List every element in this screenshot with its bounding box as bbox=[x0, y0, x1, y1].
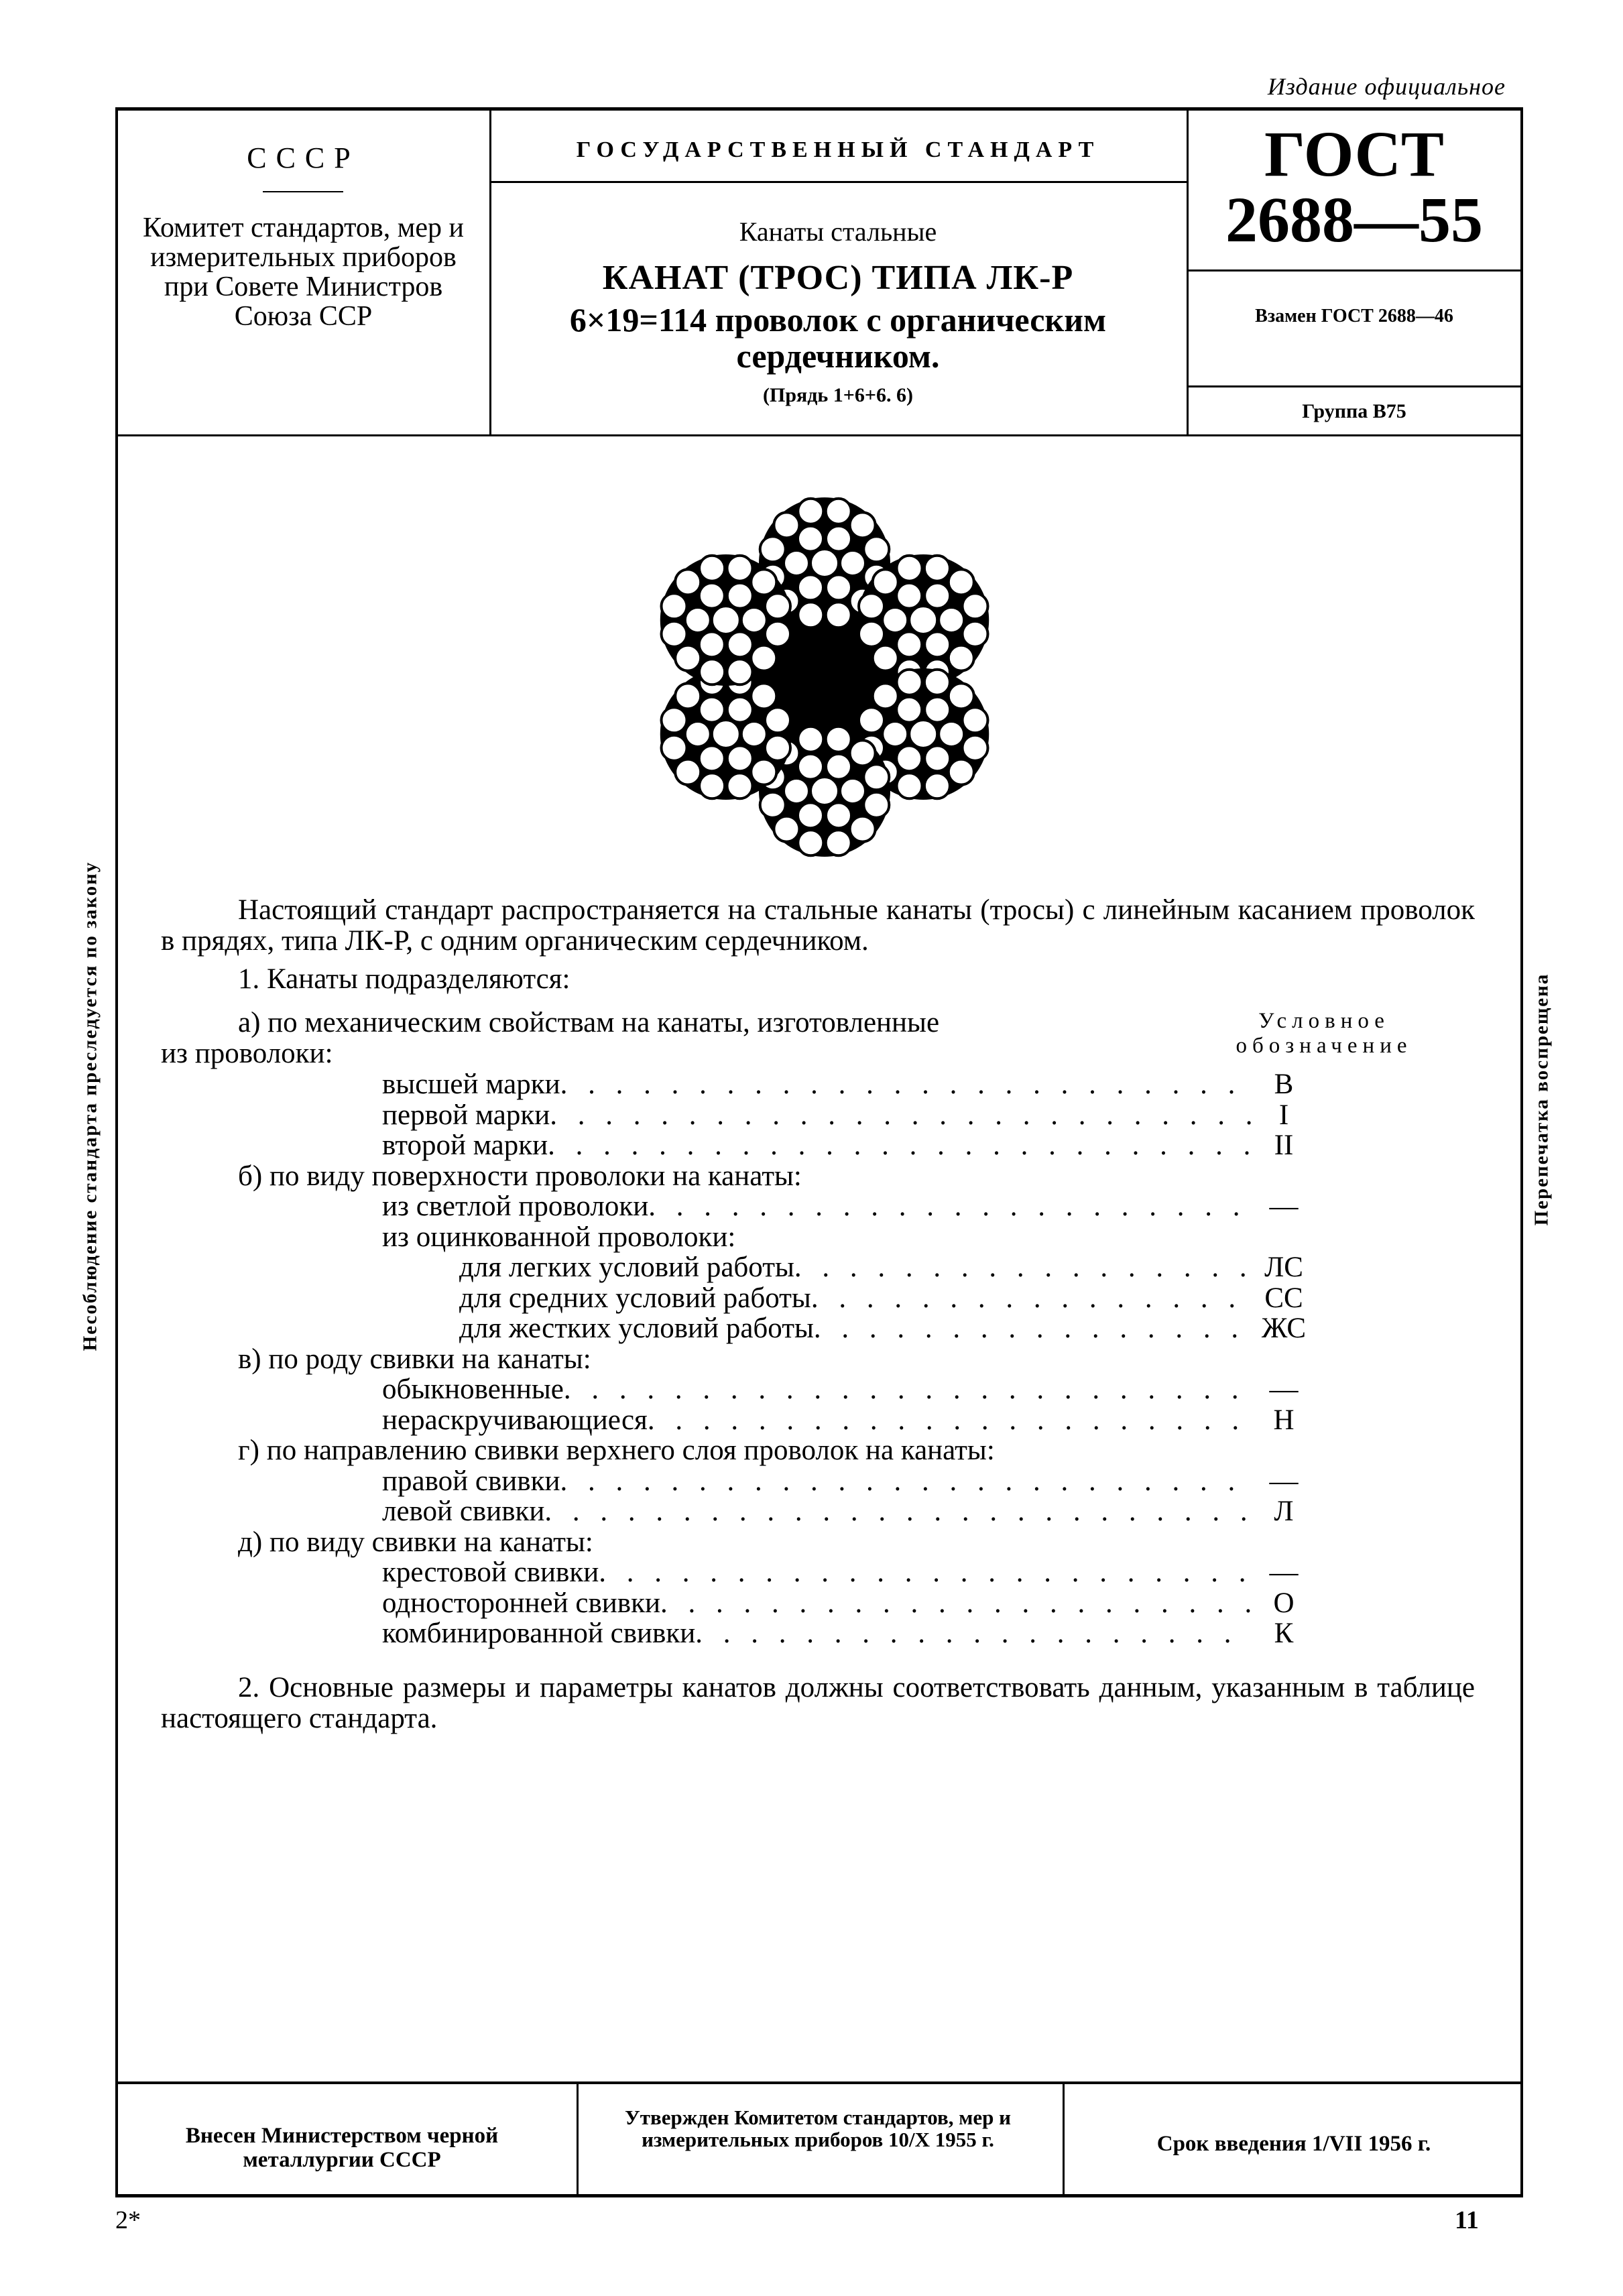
wire bbox=[863, 536, 889, 562]
wire bbox=[826, 499, 851, 524]
wire bbox=[859, 707, 884, 733]
footer-divider bbox=[115, 2081, 1523, 2084]
row-code: II bbox=[1274, 1130, 1294, 1161]
classification-row bbox=[459, 1283, 1314, 1314]
effective-date: Срок введения 1/VII 1956 г. bbox=[1156, 2132, 1431, 2156]
item-a-line: а) по механическим свойствам на канаты, изготовленные bbox=[238, 1007, 940, 1038]
wire bbox=[751, 683, 776, 709]
row-label: для легких условий работы bbox=[459, 1252, 794, 1283]
wire bbox=[924, 670, 950, 695]
section-2-paragraph: 2. Основные размеры и параметры канатов должны соответствовать данным, указанным в таблице настоящего стандарта. bbox=[161, 1672, 1475, 1734]
wire bbox=[897, 556, 922, 581]
dot-leader bbox=[550, 1100, 1254, 1131]
document-title: КАНАТ (ТРОС) ТИПА ЛК-Р bbox=[602, 259, 1074, 297]
row-code: В bbox=[1274, 1069, 1294, 1100]
bottom-rule bbox=[115, 2194, 1523, 2197]
row-code: I bbox=[1278, 1099, 1289, 1131]
rope-cross-section bbox=[650, 496, 999, 858]
dot-leader bbox=[811, 1283, 1254, 1314]
wire bbox=[765, 593, 790, 619]
wire bbox=[826, 575, 851, 600]
dot-leader bbox=[560, 1069, 1254, 1100]
wire bbox=[727, 583, 753, 609]
wire bbox=[727, 773, 753, 798]
dot-leader bbox=[599, 1557, 1254, 1588]
page-number: 11 bbox=[1455, 2206, 1479, 2234]
classification-row bbox=[382, 1496, 1314, 1527]
row-code: — bbox=[1269, 1465, 1299, 1497]
wire bbox=[949, 646, 974, 671]
classification-heading: г) по направлению свивки верхнего слоя проволок на канаты: bbox=[238, 1435, 995, 1466]
wire bbox=[798, 499, 823, 524]
wire bbox=[699, 697, 725, 723]
wire bbox=[774, 817, 799, 842]
wire bbox=[924, 583, 950, 609]
classification-row bbox=[382, 1069, 1314, 1100]
row-code: — bbox=[1269, 1191, 1299, 1222]
wire bbox=[798, 754, 823, 780]
row-label: крестовой свивки bbox=[382, 1557, 599, 1588]
wire bbox=[675, 646, 701, 671]
classification-row bbox=[382, 1405, 1314, 1436]
side-note-right: Перепечатка воспрещена bbox=[1530, 973, 1553, 1226]
dot-leader bbox=[648, 1191, 1254, 1222]
classification-row bbox=[382, 1557, 1314, 1588]
classification-row bbox=[382, 1130, 1314, 1161]
wire bbox=[798, 602, 823, 627]
wire bbox=[897, 670, 922, 695]
wire bbox=[751, 646, 776, 671]
wire bbox=[939, 721, 964, 747]
wire bbox=[826, 602, 851, 627]
wire bbox=[850, 740, 876, 766]
wire bbox=[863, 764, 889, 790]
wire bbox=[784, 778, 809, 804]
wire bbox=[727, 745, 753, 771]
wire bbox=[949, 760, 974, 785]
wire bbox=[751, 569, 776, 595]
wire bbox=[727, 631, 753, 657]
wire bbox=[699, 556, 725, 581]
wire bbox=[727, 556, 753, 581]
wire bbox=[727, 659, 753, 684]
edition-note: Издание официальное bbox=[1267, 73, 1506, 100]
classification-heading: б) по виду поверхности проволоки на канаты: bbox=[238, 1160, 802, 1192]
wire bbox=[897, 773, 922, 798]
replaces-note: Взамен ГОСТ 2688—46 bbox=[1255, 306, 1453, 326]
row-label: левой свивки bbox=[382, 1496, 545, 1527]
wire bbox=[741, 607, 767, 633]
wire bbox=[826, 526, 851, 552]
wire bbox=[699, 631, 725, 657]
wire bbox=[873, 569, 898, 595]
wire bbox=[675, 760, 701, 785]
approved-by: Утвержден Комитетом стандартов, мер и измерительных приборов 10/X 1955 г. bbox=[625, 2106, 1011, 2151]
classification-heading: д) по виду свивки на канаты: bbox=[238, 1526, 593, 1558]
wire bbox=[924, 556, 950, 581]
wire bbox=[840, 550, 865, 576]
row-code: — bbox=[1269, 1557, 1299, 1588]
designation-header: Условное обозначение bbox=[1236, 1009, 1412, 1058]
row-label: нераскручивающиеся bbox=[382, 1404, 648, 1436]
wire bbox=[662, 593, 687, 619]
wire bbox=[810, 549, 839, 577]
dot-leader bbox=[544, 1496, 1254, 1527]
wire bbox=[699, 773, 725, 798]
row-code: Л bbox=[1274, 1496, 1294, 1527]
row-label: второй марки bbox=[382, 1130, 548, 1161]
wire bbox=[826, 727, 851, 752]
wire bbox=[662, 707, 687, 733]
section-1-heading: 1. Канаты подразделяются: bbox=[238, 963, 570, 995]
side-note-left: Несоблюдение стандарта преследуется по закону bbox=[79, 861, 101, 1351]
wire bbox=[882, 721, 908, 747]
wire bbox=[840, 778, 865, 804]
wire bbox=[712, 606, 740, 634]
wire bbox=[675, 683, 701, 709]
wire bbox=[963, 621, 988, 647]
wire bbox=[924, 773, 950, 798]
committee-name: Комитет стандартов, мер и измерительных приборов при Совете Министров Союза ССР bbox=[143, 213, 464, 332]
row-label: для жестких условий работы bbox=[459, 1313, 814, 1344]
classification-row bbox=[459, 1252, 1314, 1283]
wire bbox=[760, 792, 786, 818]
wire bbox=[939, 607, 964, 633]
wire bbox=[798, 830, 823, 855]
wire bbox=[699, 659, 725, 684]
wire bbox=[798, 575, 823, 600]
dot-leader bbox=[564, 1374, 1254, 1405]
wire bbox=[963, 593, 988, 619]
document-description: 6×19=114 проволок с органическим сердечником. bbox=[569, 301, 1107, 375]
document-subtitle: Канаты стальные bbox=[739, 217, 937, 247]
footer-divider-left bbox=[577, 2083, 579, 2194]
wire bbox=[924, 745, 950, 771]
wire bbox=[909, 720, 937, 748]
wire bbox=[784, 550, 809, 576]
classification-heading: из оцинкованной проволоки: bbox=[382, 1221, 736, 1253]
classification-row bbox=[382, 1191, 1314, 1222]
wire bbox=[685, 721, 711, 747]
wire bbox=[810, 777, 839, 805]
wire bbox=[712, 720, 740, 748]
row-code: СС bbox=[1264, 1282, 1303, 1314]
wire bbox=[873, 646, 898, 671]
rope-strand bbox=[857, 554, 989, 686]
wire bbox=[896, 583, 922, 609]
header-divider-left bbox=[489, 109, 491, 434]
wire bbox=[798, 526, 823, 552]
country-underline bbox=[263, 191, 343, 192]
dot-leader bbox=[660, 1588, 1254, 1619]
standard-type: ГОСУДАРСТВЕННЫЙ СТАНДАРТ bbox=[576, 137, 1100, 162]
wire bbox=[826, 830, 851, 855]
row-label: первой марки bbox=[382, 1099, 550, 1131]
rope-strand bbox=[660, 554, 792, 686]
wire bbox=[850, 512, 876, 538]
wire bbox=[896, 745, 922, 771]
wire bbox=[699, 583, 725, 609]
header-middle-rule bbox=[491, 181, 1187, 183]
gost-label: ГОСТ bbox=[1264, 118, 1444, 190]
row-code: ЛС bbox=[1264, 1252, 1303, 1283]
wire bbox=[760, 536, 786, 562]
row-label: односторонней свивки bbox=[382, 1587, 661, 1619]
rope-strand bbox=[660, 668, 792, 800]
wire bbox=[850, 817, 876, 842]
wire bbox=[863, 792, 889, 818]
wire bbox=[751, 760, 776, 785]
country-label: СССР bbox=[247, 141, 360, 174]
row-label: обыкновенные bbox=[382, 1374, 564, 1405]
group-label: Группа В75 bbox=[1302, 400, 1406, 422]
wire bbox=[882, 607, 908, 633]
intro-paragraph: Настоящий стандарт распространяется на стальные канаты (тросы) с линейным касанием проволок в прядях, типа ЛК-Р, с одним органическим сердечником. bbox=[161, 894, 1475, 957]
wire bbox=[699, 745, 725, 771]
wire bbox=[963, 707, 988, 733]
top-rule bbox=[115, 107, 1523, 111]
wire bbox=[741, 721, 767, 747]
wire bbox=[662, 621, 687, 647]
wire bbox=[774, 512, 799, 538]
strand-note: (Прядь 1+6+6. 6) bbox=[763, 384, 913, 406]
row-label: высшей марки bbox=[382, 1069, 560, 1100]
classification-row bbox=[382, 1588, 1314, 1619]
classification-row bbox=[382, 1618, 1314, 1649]
wire bbox=[727, 697, 753, 723]
row-code: О bbox=[1273, 1587, 1295, 1619]
dot-leader bbox=[695, 1618, 1254, 1649]
header-divider bbox=[115, 434, 1523, 436]
wire bbox=[798, 727, 823, 752]
row-label: правой свивки bbox=[382, 1465, 560, 1497]
row-code: ЖС bbox=[1261, 1313, 1307, 1344]
dot-leader bbox=[814, 1313, 1254, 1344]
introduced-by: Внесен Министерством черной металлургии СССР bbox=[185, 2124, 499, 2172]
wire bbox=[662, 735, 687, 761]
wire bbox=[685, 607, 711, 633]
wire bbox=[924, 631, 950, 657]
row-label: комбинированной свивки bbox=[382, 1618, 696, 1649]
wire bbox=[765, 735, 790, 761]
wire bbox=[826, 802, 851, 828]
gost-rule bbox=[1188, 269, 1523, 271]
classification-row bbox=[382, 1466, 1314, 1497]
wire bbox=[949, 683, 974, 709]
rope-strands bbox=[660, 497, 989, 857]
classification-row bbox=[382, 1374, 1314, 1405]
wire bbox=[859, 621, 884, 647]
wire bbox=[859, 593, 884, 619]
dot-leader bbox=[548, 1130, 1254, 1161]
wire bbox=[826, 754, 851, 780]
dot-leader bbox=[560, 1466, 1254, 1497]
wire bbox=[798, 802, 823, 828]
wire bbox=[896, 631, 922, 657]
dot-leader bbox=[794, 1252, 1254, 1283]
classification-heading: в) по роду свивки на канаты: bbox=[238, 1343, 591, 1375]
wire bbox=[675, 569, 701, 595]
wire bbox=[963, 735, 988, 761]
signature-mark: 2* bbox=[115, 2206, 141, 2234]
wire bbox=[924, 697, 950, 723]
row-code: К bbox=[1274, 1618, 1294, 1649]
row-label: из светлой проволоки bbox=[382, 1191, 649, 1222]
wire bbox=[896, 697, 922, 723]
group-rule bbox=[1188, 385, 1523, 387]
wire bbox=[873, 683, 898, 709]
item-a-continuation: из проволоки: bbox=[161, 1038, 333, 1069]
wire bbox=[949, 569, 974, 595]
row-label: для средних условий работы bbox=[459, 1282, 811, 1314]
classification-row bbox=[382, 1100, 1314, 1131]
gost-number: 2688—55 bbox=[1225, 184, 1483, 255]
row-code: — bbox=[1269, 1374, 1299, 1405]
wire bbox=[765, 707, 790, 733]
classification-row bbox=[459, 1313, 1314, 1344]
dot-leader bbox=[648, 1405, 1254, 1436]
wire bbox=[909, 606, 937, 634]
row-code: Н bbox=[1273, 1404, 1295, 1436]
wire bbox=[765, 621, 790, 647]
footer-divider-right bbox=[1063, 2083, 1065, 2194]
